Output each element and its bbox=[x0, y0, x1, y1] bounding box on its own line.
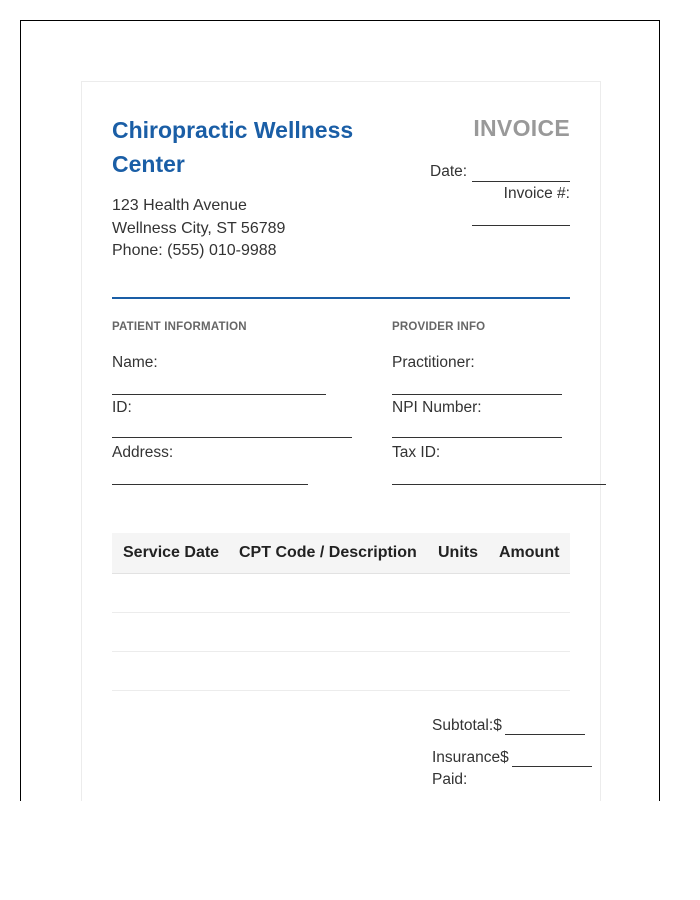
table-row[interactable] bbox=[112, 612, 570, 613]
npi-number-label: NPI Number: bbox=[392, 399, 482, 416]
header-service-date: Service Date bbox=[123, 544, 220, 561]
table-row[interactable] bbox=[112, 651, 570, 652]
header-cpt-code: CPT Code / Description bbox=[239, 544, 417, 561]
patient-info-heading: PATIENT INFORMATION bbox=[112, 321, 247, 333]
invoice-title: INVOICE bbox=[473, 115, 570, 141]
insurance-paid-blank[interactable] bbox=[512, 766, 592, 767]
subtotal-blank[interactable] bbox=[505, 734, 585, 735]
date-label: Date: bbox=[430, 163, 468, 180]
practitioner-blank[interactable] bbox=[392, 394, 562, 395]
invoice-number-blank[interactable] bbox=[472, 225, 570, 226]
clinic-name: Chiropractic Wellness Center bbox=[112, 117, 354, 177]
npi-number-blank[interactable] bbox=[392, 437, 562, 438]
tax-id-label: Tax ID: bbox=[392, 444, 441, 461]
address-line-2: Wellness City, ST 56789 bbox=[112, 219, 286, 237]
patient-address-label: Address: bbox=[112, 444, 174, 461]
insurance-label-line2: Paid: bbox=[432, 771, 468, 788]
insurance-currency: $ bbox=[500, 749, 509, 766]
address-line-1: 123 Health Avenue bbox=[112, 197, 247, 214]
insurance-label: Insurance bbox=[432, 749, 501, 766]
patient-name-label: Name: bbox=[112, 354, 158, 371]
date-field bbox=[430, 163, 467, 181]
invoice-number-label: Invoice #: bbox=[503, 185, 570, 202]
patient-name-blank[interactable] bbox=[112, 394, 326, 395]
patient-id-blank[interactable] bbox=[112, 437, 352, 438]
clinic-phone: Phone: (555) 010-9988 bbox=[112, 242, 277, 259]
subtotal-label: Subtotal: bbox=[432, 717, 494, 734]
practitioner-label: Practitioner: bbox=[392, 354, 475, 371]
date-blank[interactable] bbox=[472, 181, 570, 182]
tax-id-blank[interactable] bbox=[392, 484, 606, 485]
invoice-number-field bbox=[440, 185, 570, 203]
patient-address-blank[interactable] bbox=[112, 484, 308, 485]
header-amount: Amount bbox=[499, 544, 560, 561]
subtotal-currency: $ bbox=[493, 717, 502, 734]
subtotal-field bbox=[432, 717, 502, 735]
table-row[interactable] bbox=[112, 690, 570, 691]
patient-id-label: ID: bbox=[112, 399, 132, 416]
header-divider bbox=[112, 297, 570, 299]
insurance-label-line1 bbox=[432, 749, 509, 767]
provider-info-heading: PROVIDER INFO bbox=[392, 321, 486, 333]
header-units: Units bbox=[438, 544, 478, 561]
clinic-address bbox=[112, 195, 285, 263]
